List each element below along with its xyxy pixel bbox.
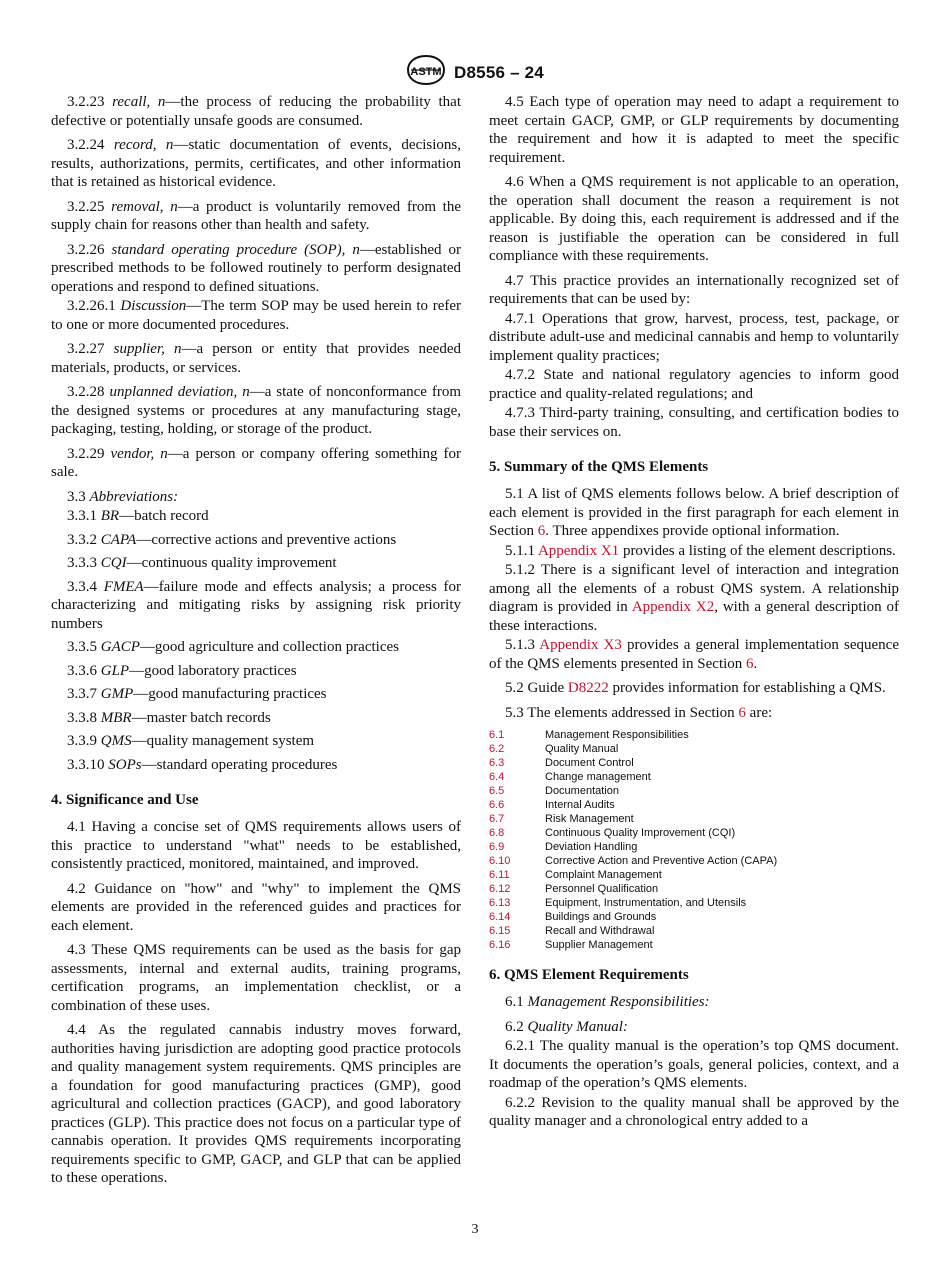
paragraph-4-6: 4.6 When a QMS requirement is not applicable to an operation, the operation shall document the reason a requirement is not applicable. By doing this, each requirement is addressed and if the reason is justifiable the operation can be considered in full compliance with these requirements.	[489, 174, 899, 264]
element-list	[489, 728, 899, 952]
paragraph-4-7-2: 4.7.2 State and national regulatory agencies to inform good practice and quality-related regulations; and	[489, 367, 899, 402]
element-list-item: 6.7 Risk Management	[489, 813, 634, 825]
abbreviation-item: 3.3.7 GMP—good manufacturing practices	[67, 686, 327, 702]
appendix-x3-link[interactable]: Appendix X3	[539, 637, 622, 653]
left-column	[51, 93, 461, 1194]
element-number-link[interactable]: 6.3	[489, 757, 505, 769]
element-list-item: 6.8 Continuous Quality Improvement (CQI)	[489, 827, 736, 839]
standard-designation: D8556 – 24	[454, 62, 544, 82]
appendix-x1-link[interactable]: Appendix X1	[537, 542, 620, 559]
abbreviation-item: 3.3.10 SOPs—standard operating procedures	[67, 756, 338, 773]
abbreviation-item: 3.3.1 BR—batch record	[67, 508, 209, 524]
right-column	[489, 93, 899, 1132]
discussion-3-2-26-1: 3.2.26.1 Discussion—The term SOP may be used herein to refer to one or more documented procedures.	[51, 298, 461, 333]
element-number-link[interactable]: 6.12	[489, 883, 511, 895]
paragraph-4-3: 4.3 These QMS requirements can be used as the basis for gap assessments, internal and external audits, training programs, certification programs, an implementation checklist, or a combination of these uses.	[51, 942, 461, 1014]
element-number-link[interactable]: 6.9	[489, 841, 505, 853]
element-list-item: 6.14 Buildings and Grounds	[489, 911, 657, 923]
svg-text:ASTM: ASTM	[410, 66, 442, 78]
element-number-link[interactable]: 6.1	[489, 729, 505, 741]
astm-logo-icon	[406, 55, 446, 90]
definition-3-2-29: 3.2.29 vendor, n—a person or company offering something for sale.	[51, 445, 462, 480]
element-list-item: 6.10 Corrective Action and Preventive Action (CAPA)	[489, 855, 778, 867]
abbreviation-item: 3.3.2 CAPA—corrective actions and preventive actions	[67, 531, 397, 548]
abbreviation-item: 3.3.3 CQI—continuous quality improvement	[67, 555, 337, 571]
section-6-link[interactable]: 6	[746, 655, 754, 672]
section-6-heading: 6. QMS Element Requirements	[489, 967, 689, 983]
element-list-item: 6.15 Recall and Withdrawal	[489, 925, 655, 937]
paragraph-5-1: 5.1 A list of QMS elements follows below. A brief description of each element is provided in the first paragraph for each element in Section 6. Three appendixes provide optional information.	[489, 486, 899, 539]
element-list-item: 6.11 Complaint Management	[489, 869, 662, 881]
paragraph-6-2-2: 6.2.2 Revision to the quality manual shall be approved by the quality manager and a chronological entry added to a	[489, 1094, 899, 1129]
section-4-heading: 4. Significance and Use	[51, 792, 199, 808]
element-number-link[interactable]: 6.6	[489, 799, 505, 811]
paragraph-5-3: 5.3 The elements addressed in Section 6 are:	[505, 704, 773, 721]
abbreviation-item: 3.3.6 GLP—good laboratory practices	[67, 662, 297, 679]
element-list-item: 6.3 Document Control	[489, 757, 634, 769]
paragraph-6-2-1: 6.2.1 The quality manual is the operation’s top QMS document. It documents the operation’s goals, general policies, context, and a roadmap of the operation’s QMS elements.	[489, 1038, 899, 1091]
abbreviation-item: 3.3.5 GACP—good agriculture and collection practices	[67, 639, 399, 655]
element-number-link[interactable]: 6.8	[489, 827, 505, 839]
paragraph-4-5: 4.5 Each type of operation may need to adapt a requirement to meet certain GACP, GMP, or GLP requirements by documenting the requirement and how it is adapted to meet the specific requirement.	[489, 94, 899, 166]
paragraph-5-1-2: 5.1.2 There is a significant level of interaction and integration among all the elements of a robust QMS system. A relationship diagram is provided in Appendix X2, with a general description of these interactions.	[489, 562, 899, 634]
paragraph-5-1-1: 5.1.1 Appendix X1 provides a listing of the element descriptions.	[505, 542, 896, 559]
element-list-item: 6.4 Change management	[489, 771, 651, 783]
element-list-item: 6.6 Internal Audits	[489, 799, 615, 811]
element-number-link[interactable]: 6.13	[489, 897, 511, 909]
element-list-item: 6.5 Documentation	[489, 785, 619, 797]
paragraph-4-1: 4.1 Having a concise set of QMS requirements allows users of this practice to understand "what" needs to be established, consistently practiced, monitored, maintained, and improved.	[51, 819, 461, 872]
element-number-link[interactable]: 6.11	[489, 869, 510, 881]
section-6-link[interactable]: 6	[738, 704, 746, 721]
paragraph-4-7: 4.7 This practice provides an internationally recognized set of requirements that can be used by:	[489, 272, 899, 307]
appendix-x2-link[interactable]: Appendix X2	[631, 599, 715, 615]
definition-3-2-26: 3.2.26 standard operating procedure (SOP), n—established or prescribed methods to be followed routinely to perform designated operations and respond to defined situations.	[51, 241, 461, 295]
element-list-item: 6.12 Personnel Qualification	[489, 883, 659, 895]
element-number-link[interactable]: 6.15	[489, 925, 511, 937]
page-header	[0, 55, 950, 90]
abbreviation-item: 3.3.9 QMS—quality management system	[67, 733, 315, 749]
definition-3-2-27: 3.2.27 supplier, n—a person or entity that provides needed materials, products, or services.	[51, 341, 461, 376]
element-list-item: 6.1 Management Responsibilities	[489, 729, 689, 741]
element-number-link[interactable]: 6.10	[489, 855, 511, 867]
abbreviation-item: 3.3.4 FMEA—failure mode and effects analysis; a process for characterizing and mitigating risks by assigning risk priority numbers	[51, 578, 462, 632]
paragraph-6-1: 6.1 Management Responsibilities:	[505, 994, 710, 1010]
paragraph-5-2: 5.2 Guide D8222 provides information for establishing a QMS.	[505, 680, 886, 696]
paragraph-5-1-3: 5.1.3 Appendix X3 provides a general implementation sequence of the QMS elements presented in Section 6.	[489, 637, 899, 672]
page-number: 3	[471, 1222, 479, 1237]
element-number-link[interactable]: 6.14	[489, 911, 511, 923]
definition-3-2-28: 3.2.28 unplanned deviation, n—a state of nonconformance from the designed systems or procedures at any manufacturing stage, packaging, testing, holding, or storage of the product.	[51, 384, 462, 437]
element-list-item: 6.9 Deviation Handling	[489, 841, 638, 853]
paragraph-4-4: 4.4 As the regulated cannabis industry moves forward, authorities having jurisdiction are adopting good practice protocols and quality management system requirements. QMS principles are a foundation for good manufacturing practices (GMP), good agricultural and collection practices (GACP), and good laboratory practices (GLP). This practice does not focus on a particular type of cannabis operation. It provides QMS requirements incorporating requirements specific to GMP, GACP, and GLP that can be applied to these operations.	[51, 1022, 461, 1186]
d8222-link[interactable]: D8222	[567, 680, 609, 696]
paragraph-4-7-3: 4.7.3 Third-party training, consulting, and certification bodies to base their services on.	[489, 405, 899, 440]
paragraph-4-2: 4.2 Guidance on "how" and "why" to implement the QMS elements are provided in the referenced guides and practices for each element.	[51, 880, 461, 934]
abbreviations-heading: 3.3 Abbreviations:	[67, 488, 179, 505]
element-number-link[interactable]: 6.7	[489, 813, 505, 825]
section-6-link[interactable]: 6	[537, 523, 546, 539]
element-list-item: 6.13 Equipment, Instrumentation, and Utensils	[489, 897, 747, 909]
element-list-item: 6.16 Supplier Management	[489, 939, 653, 951]
definition-3-2-24: 3.2.24 record, n—static documentation of events, decisions, results, authorizations, permits, certificates, and other information that is retained as historical evidence.	[51, 137, 461, 190]
paragraph-6-2: 6.2 Quality Manual:	[505, 1018, 628, 1035]
abbreviation-item: 3.3.8 MBR—master batch records	[67, 709, 271, 726]
section-5-heading: 5. Summary of the QMS Elements	[489, 459, 709, 475]
element-list-item: 6.2 Quality Manual	[489, 743, 619, 755]
element-number-link[interactable]: 6.2	[489, 743, 505, 755]
element-number-link[interactable]: 6.16	[489, 939, 511, 951]
definition-3-2-23: 3.2.23 recall, n—the process of reducing the probability that defective or potentially unsafe goods are consumed.	[51, 94, 461, 129]
definition-3-2-25: 3.2.25 removal, n—a product is voluntarily removed from the supply chain for reasons other than health and safety.	[51, 198, 461, 233]
element-number-link[interactable]: 6.5	[489, 785, 505, 797]
paragraph-4-7-1: 4.7.1 Operations that grow, harvest, process, test, package, or distribute adult-use and medicinal cannabis and hemp to voluntarily implement quality practices;	[489, 310, 899, 364]
element-number-link[interactable]: 6.4	[489, 771, 505, 783]
